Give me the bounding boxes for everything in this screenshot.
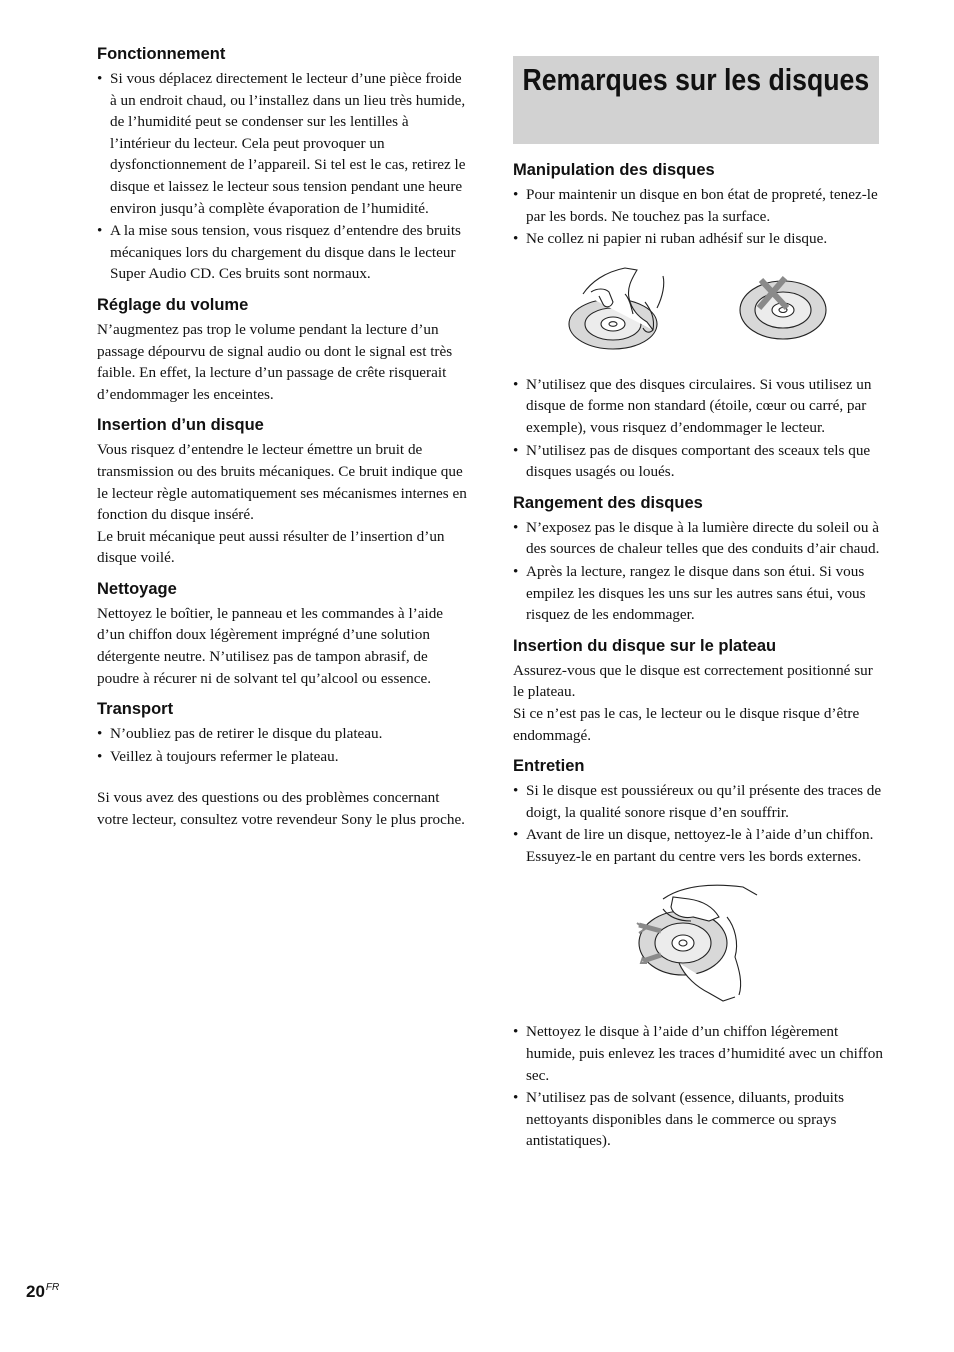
section-heading: Insertion du disque sur le plateau <box>513 636 777 655</box>
list-item: • Veillez à toujours refermer le plateau. <box>97 746 469 768</box>
section-heading: Rangement des disques <box>513 493 703 512</box>
section-reglage-volume <box>97 295 469 405</box>
bullet-list <box>513 374 885 483</box>
list-item: • N’oubliez pas de retirer le disque du plateau. <box>97 723 469 745</box>
disc-touch-forbidden-icon <box>740 278 826 339</box>
list-item: • N’utilisez pas de solvant (essence, diluants, produits nettoyants disponibles dans le commerce ou sprays antistatiques). <box>513 1087 885 1152</box>
bullet-list <box>513 517 885 626</box>
bullet-list <box>97 723 469 767</box>
section-heading: Entretien <box>513 757 585 776</box>
section-entretien <box>513 756 885 1152</box>
list-item: • Si le disque est poussiéreux ou qu’il présente des traces de doigt, la qualité sonore risque d’en souffrir. <box>513 780 885 823</box>
section-fonctionnement <box>97 44 469 285</box>
paragraph: Assurez-vous que le disque est correctement positionné sur le plateau. <box>513 661 873 701</box>
right-column <box>513 160 885 1153</box>
list-item: • N’utilisez que des disques circulaires. Si vous utilisez un disque de forme non standard (étoile, cœur ou carré, par exemple), vous risquez d’endommager le lecteur. <box>513 374 885 439</box>
paragraph: Le bruit mécanique peut aussi résulter de l’insertion d’un disque voilé. <box>97 527 445 567</box>
list-item: • N’utilisez pas de disques comportant des sceaux tels que disques usagés ou loués. <box>513 440 885 483</box>
disc-handling-illustration <box>513 258 885 366</box>
section-insertion-plateau <box>513 636 885 746</box>
list-item: • Avant de lire un disque, nettoyez-le à l’aide d’un chiffon. Essuyez-le en partant du centre vers les bords externes. <box>513 824 885 867</box>
list-item: • Ne collez ni papier ni ruban adhésif sur le disque. <box>513 228 885 250</box>
bullet-list <box>513 1021 885 1152</box>
bullet-list <box>513 780 885 867</box>
bullet-list <box>513 184 885 250</box>
page-number-value: 20 <box>26 1282 45 1301</box>
disc-wiping-icon <box>637 886 757 1002</box>
list-item: • Si vous déplacez directement le lecteur d’une pièce froide à un endroit chaud, ou l’installez dans un lieu très humide, de l’humidité peut se condenser sur les lentilles à l’intérieur du lecteur. Cela peut provoquer un dysfonctionnement de l’appareil. Si tel est le cas, retirez le disque et laissez le lecteur sous tension pendant une heure environ jusqu’à complète évaporation de l’humidité. <box>97 68 469 219</box>
paragraph: Vous risquez d’entendre le lecteur émettre un bruit de transmission ou des bruits mécaniques. Ce bruit indique que le lecteur règle automatiquement ses mécanismes internes en fonction du disque inséré. <box>97 441 467 524</box>
list-item: • Nettoyez le disque à l’aide d’un chiffon légèrement humide, puis enlevez les traces d’humidité avec un chiffon sec. <box>513 1021 885 1086</box>
disc-cleaning-illustration <box>513 877 885 1007</box>
page-title: Remarques sur les disques <box>522 62 870 97</box>
section-heading: Insertion d’un disque <box>97 416 264 435</box>
section-heading: Réglage du volume <box>97 295 249 314</box>
paragraph: Nettoyez le boîtier, le panneau et les commandes à l’aide d’un chiffon doux légèrement imprégné d’une solution détergente neutre. N’utilisez pas de tampon abrasif, de poudre à récurer ni de solvant tel qu’alcool ou essence. <box>97 604 444 687</box>
section-heading: Manipulation des disques <box>513 161 715 179</box>
disc-held-by-edges-icon <box>569 268 664 349</box>
section-heading: Fonctionnement <box>97 45 226 63</box>
section-nettoyage <box>97 579 469 689</box>
section-heading: Transport <box>97 700 174 719</box>
list-item: • Pour maintenir un disque en bon état de propreté, tenez-le par les bords. Ne touchez pas la surface. <box>513 184 885 227</box>
title-banner <box>513 56 879 144</box>
closing-paragraph: Si vous avez des questions ou des problèmes concernant votre lecteur, consultez votre revendeur Sony le plus proche. <box>97 789 465 829</box>
section-manipulation <box>513 160 885 483</box>
paragraph: N’augmentez pas trop le volume pendant la lecture d’un passage dépourvu de signal audio ou dont le signal est très faible. En effet, la lecture d’un passage de crête risquerait d’endommager les enceintes. <box>97 320 453 403</box>
section-rangement <box>513 493 885 626</box>
page-number-suffix: FR <box>45 1282 60 1293</box>
left-column <box>97 44 469 831</box>
page-number <box>26 1282 59 1302</box>
bullet-list <box>97 68 469 285</box>
section-transport <box>97 699 469 767</box>
section-insertion-disque <box>97 415 469 569</box>
list-item: • Après la lecture, rangez le disque dans son étui. Si vous empilez les disques les uns sur les autres sans étui, vous risquez de les endommager. <box>513 561 885 626</box>
list-item: • N’exposez pas le disque à la lumière directe du soleil ou à des sources de chaleur telles que des conduits d’air chaud. <box>513 517 885 560</box>
list-item: • A la mise sous tension, vous risquez d’entendre des bruits mécaniques lors du chargement du disque dans le lecteur Super Audio CD. Ces bruits sont normaux. <box>97 220 469 285</box>
paragraph: Si ce n’est pas le cas, le lecteur ou le disque risque d’être endommagé. <box>513 704 860 744</box>
section-heading: Nettoyage <box>97 579 177 598</box>
